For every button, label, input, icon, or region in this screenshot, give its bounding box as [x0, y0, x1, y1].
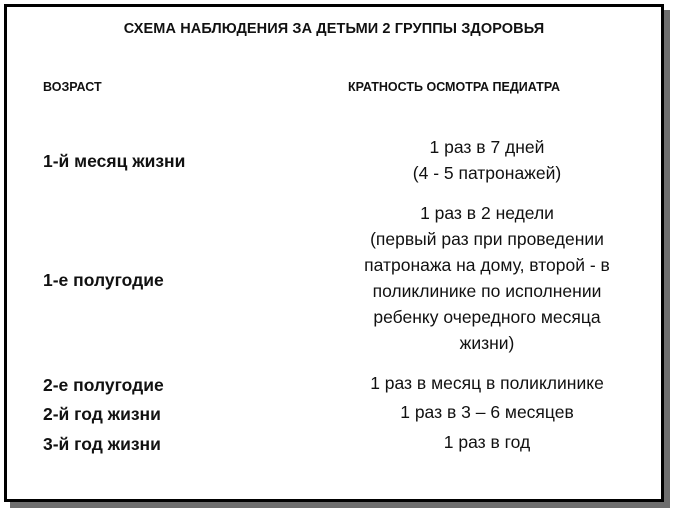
frequency-line: жизни) — [459, 333, 515, 353]
document-title: СХЕМА НАБЛЮДЕНИЯ ЗА ДЕТЬМИ 2 ГРУППЫ ЗДОРОВЬЯ — [123, 21, 545, 37]
row-age-label: 2-й год жизни — [43, 404, 161, 424]
frequency-line: 1 раз в 2 недели — [420, 203, 554, 223]
row-age-label: 1-е полугодие — [43, 270, 164, 290]
row-frequency — [337, 399, 637, 425]
column-header-age: ВОЗРАСТ — [43, 80, 102, 94]
frequency-line: патронажа на дому, второй - в — [364, 255, 610, 275]
frequency-line: (первый раз при проведении — [370, 229, 604, 249]
frequency-line: (4 - 5 патронажей) — [412, 163, 562, 183]
row-age-label: 3-й год жизни — [43, 434, 161, 454]
row-frequency — [337, 200, 637, 356]
row-frequency — [337, 370, 637, 396]
column-header-frequency: КРАТНОСТЬ ОСМОТРА ПЕДИАТРА — [348, 80, 561, 94]
frequency-line: 1 раз в 7 дней — [429, 137, 545, 157]
frequency-line: ребенку очередного месяца — [373, 307, 601, 327]
frequency-line: 1 раз в месяц в поликлинике — [370, 373, 604, 393]
row-age-label: 2-е полугодие — [43, 375, 164, 395]
document-frame — [4, 4, 664, 502]
row-frequency — [337, 429, 637, 455]
frequency-line: 1 раз в 3 – 6 месяцев — [400, 402, 574, 422]
row-age-label: 1-й месяц жизни — [43, 151, 186, 171]
frequency-line: поликлинике по исполнении — [372, 281, 602, 301]
frequency-line: 1 раз в год — [443, 432, 531, 452]
row-frequency — [337, 134, 637, 186]
